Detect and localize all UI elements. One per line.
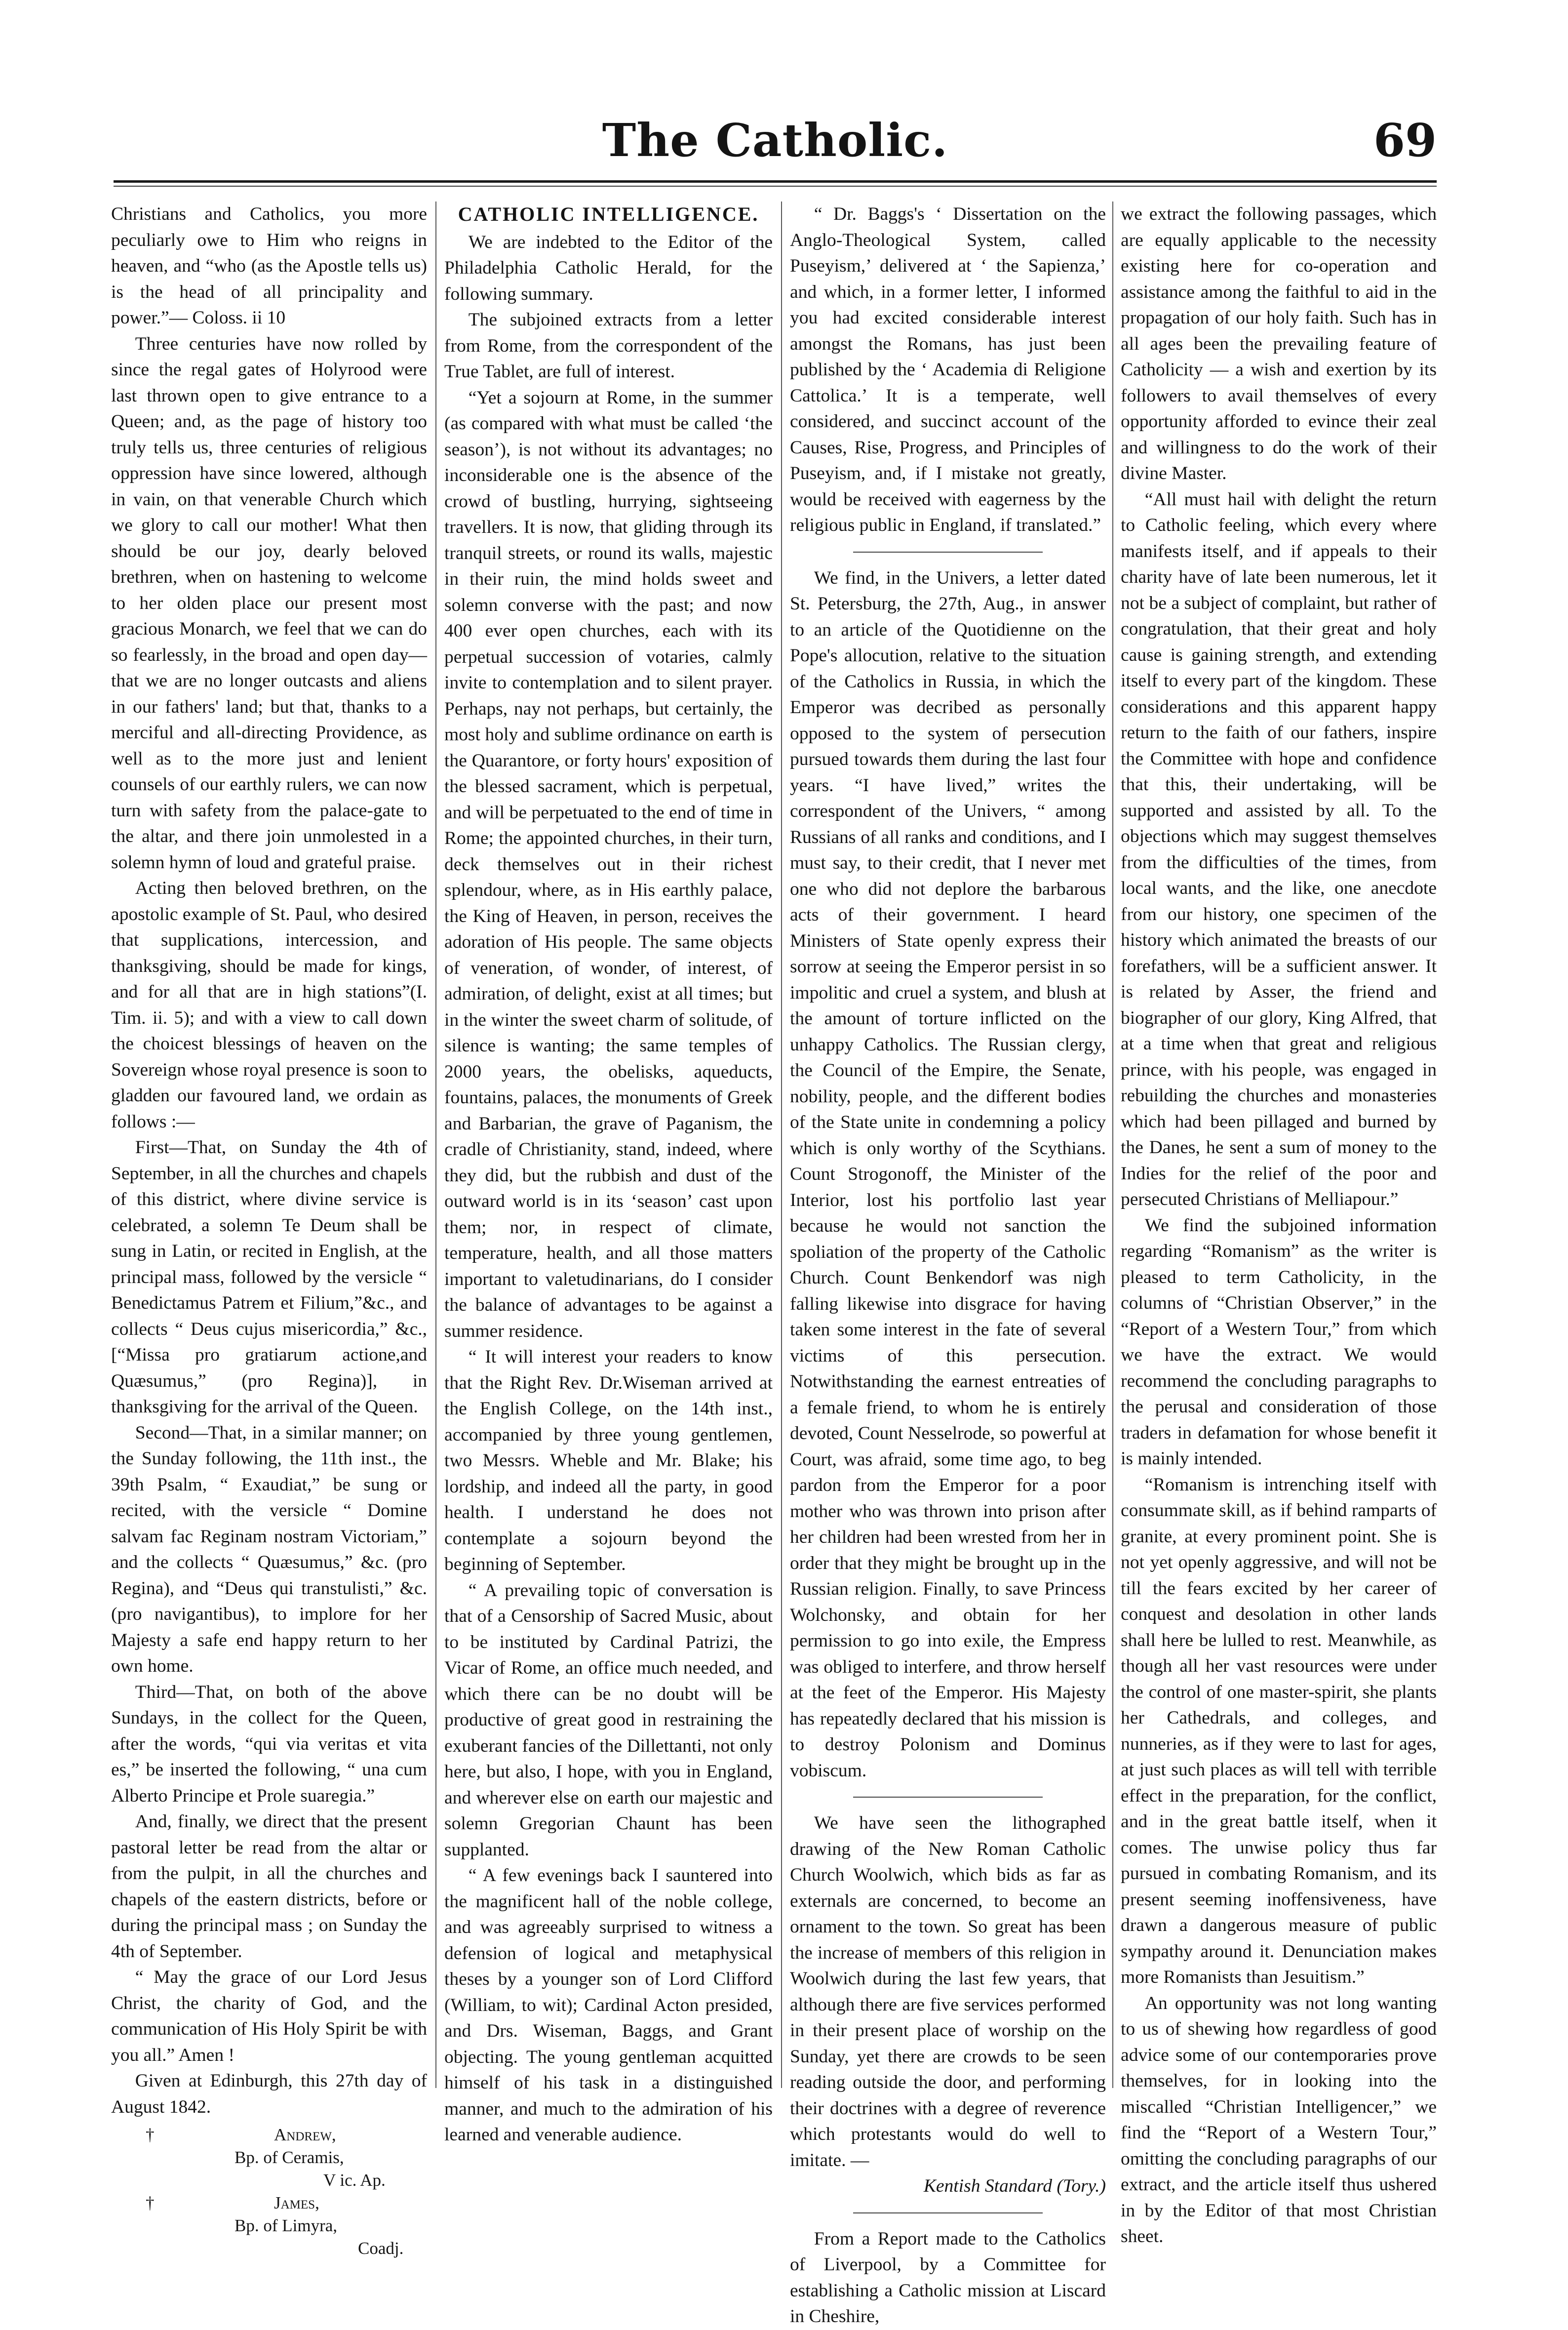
paragraph: we extract the following passages, which are equally applicable to the necessity existing here for co-operation and assistance among the faithful to aid in the propagation of our holy faith. Such has in all ages been the prevailing feature of Catholicity — a wish and exertion by its followers to avail themselves of every opportunity afforded to evince their zeal and willingness to do the work of their divine Master. [1121, 204, 1437, 483]
signatory-title: Bp. of Limyra, [235, 2216, 338, 2235]
paragraph: From a Report made to the Catholics of Liverpool, by a Committee for establishing a Catholic mission at Liscard in Cheshire, [790, 2228, 1106, 2327]
column-1 [111, 201, 427, 2258]
paragraph: Christians and Catholics, you more peculiarly owe to Him who reigns in heaven, and “who (as the Apostle tells us) is the head of all principality and power.”— Coloss. ii 10 [111, 204, 427, 328]
paragraph: The subjoined extracts from a letter from Rome, from the correspondent of the True Tablet, are full of interest. [444, 310, 773, 382]
paragraph: First—That, on Sunday the 4th of September, in all the churches and chapels of this district, where divine service is celebrated, a solemn Te Deum shall be sung in Latin, or recited in English, at the principal mass, followed by the versicle “ Benedictamus Patrem et Filium,”&c., and collects “ Deus cujus misericordia,” &c., [“Missa pro gratiarum actione,and Quæsumus,” (pro Regina)], in thanksgiving for the arrival of the Queen. [111, 1137, 427, 1417]
section-separator [853, 1797, 1043, 1798]
paragraph: “Yet a sojourn at Rome, in the summer (as compared with what must be called ‘the season’), is not without its advantages; no inconsiderable one is the absence of the crowd of bustling, hurrying, sightseeing travellers. It is now, that gliding through its tranquil streets, or round its walls, majestic in their ruin, the mind holds sweet and solemn converse with the past; and now 400 ever open churches, each with its perpetual succession of votaries, calmly invite to contemplation and to silent prayer. Perhaps, nay not perhaps, but certainly, the most holy and sublime ordinance on earth is the Quarantore, or forty hours' exposition of the blessed sacrament, which is perpetual, and will be perpetuated to the end of time in Rome; the appointed churches, in their turn, deck themselves out in their richest splendour, where, as in His earthly palace, the King of Heaven, in person, receives the adoration of His people. The same objects of veneration, of wonder, of interest, of admiration, of delight, exist at all times; but in the winter the sweet charm of solitude, of silence is wanting; the same temples of 2000 years, the obelisks, aqueducts, fountains, palaces, the monuments of Greek and Barbarian, the grave of Paganism, the cradle of Christianity, stand, indeed, where they did, but the rubbish and dust of the outward world is in its ‘season’ cast upon them; nor, in respect of climate, temperature, health, and all those matters important to valetudinarians, do I consider the balance of advantages to be against a summer residence. [444, 387, 773, 1341]
paragraph: “ May the grace of our Lord Jesus Christ, the charity of God, and the communication of His Holy Spirit be with you all.” Amen ! [111, 1967, 427, 2065]
source-name: Kentish Standard (Tory.) [923, 2176, 1106, 2196]
section-heading: CATHOLIC INTELLIGENCE. [458, 203, 759, 225]
page-number: 69 [1373, 114, 1437, 167]
paragraph: “ Dr. Baggs's ‘ Dissertation on the Anglo-Theological System, called Puseyism,’ delivered at ‘ the Sapienza,’ and which, in a former letter, I informed you had excited considerable interest amongst the Romans, has just been published by the ‘ Academia di Religione Cattolica.’ It is a temperate, well considered, and succinct account of the Causes, Rise, Progress, and Principles of Puseyism, and, if I mistake not greatly, would be received with eagerness by the religious public in England, if translated.” [790, 204, 1106, 535]
column-divider [435, 201, 436, 2088]
signature-block [111, 2123, 427, 2266]
page-title: The Catholic. [602, 114, 948, 167]
paragraph: “All must hail with delight the return to Catholic feeling, which every where manifests itself, and if appeals to their charity have of late been numerous, let it not be a subject of complaint, but rather of congratulation, that their great and holy cause is gaining strength, and extending itself to every part of the kingdom. These considerations and this apparent happy return to the faith of our fathers, inspire the Committee with hope and confidence that this, their undertaking, will be supported and assisted by all. To the objections which may suggest themselves from the difficulties of the times, from local wants, and the like, one anecdote from our history, one specimen of the history which animated the breasts of our forefathers, will be a sufficient answer. It is related by Asser, the friend and biographer of our glory, King Alfred, that at a time when that great and religious prince, with his people, was engaged in rebuilding the churches and monasteries which had been pillaged and burned by the Danes, he sent a sum of money to the Indies for the relief of the poor and persecuted Christians of Melliapour.” [1121, 489, 1437, 1209]
paragraph: “ It will interest your readers to know that the Right Rev. Dr.Wiseman arrived at the English College, on the 14th inst., accompanied by three young gentlemen, two Messrs. Wheble and Mr. Blake; his lordship, and indeed all the party, in good health. I understand he does not contemplate a sojourn beyond the beginning of September. [444, 1347, 773, 1574]
source-credit [790, 2173, 1106, 2200]
paragraph: An opportunity was not long wanting to us of shewing how regardless of good advice some of our contemporaries prove themselves, for in looking into the miscalled “Christian Intelligencer,” we find the “Report of a Western Tour,” omitting the concluding paragraphs of our extract, and the article itself thus ushered in by the Editor of that most Christian sheet. [1121, 1993, 1437, 2247]
column-4 [1121, 201, 1437, 2247]
paragraph: Third—That, on both of the above Sundays, in the collect for the Queen, after the words, “qui via veritas et vita es,” be inserted the following, “ una cum Alberto Principe et Prole suaregia.” [111, 1682, 427, 1806]
dateline: Given at Edinburgh, this 27th day of August 1842. [111, 2071, 427, 2117]
section-separator [853, 552, 1043, 553]
paragraph: “ A few evenings back I sauntered into the magnificent hall of the noble college, and was agreeably surprised to witness a defension of logical and metaphysical theses by a younger son of Lord Clifford (William, to wit); Cardinal Acton presided, and Drs. Wiseman, Baggs, and Grant objecting. The young gentleman acquitted himself of his task in a distinguished manner, and much to the admiration of his learned and venerable audience. [444, 1865, 773, 2145]
signatory-title: V ic. Ap. [323, 2170, 386, 2190]
signatory-title: Coadj. [358, 2239, 404, 2258]
paragraph: We have seen the lithographed drawing of the New Roman Catholic Church Woolwich, which bids as far as externals are concerned, to become an ornament to the town. So great has been the increase of members of this religion in Woolwich during the last few years, that although there are five services performed in their present place of worship on the Sunday, yet there are crowds to be seen reading outside the door, and performing their doctrines with a degree of reverence which protestants would do well to imitate. — [790, 1813, 1106, 2170]
paragraph: Three centuries have now rolled by since the regal gates of Holyrood were last thrown open to give entrance to a Queen; and, as the page of history too truly tells us, three centuries of religious oppression have since lowered, although in vain, on that venerable Church which we glory to call our mother! What then should be our joy, dearly beloved brethren, when on hastening to welcome to her olden place our present most gracious Monarch, we feel that we can do so fearlessly, in the broad and open day—that we are no longer outcasts and aliens in our fathers' land; but that, thanks to a merciful and all-directing Providence, as well as to the more just and lenient counsels of our earthly rulers, we can now turn with safety from the palace-gate to the altar, and there join unmolested in a solemn hymn of loud and grateful praise. [111, 333, 427, 873]
cross-mark: † [146, 2125, 155, 2144]
signatory-name: James, [274, 2193, 319, 2212]
column-divider [1112, 201, 1113, 2088]
paragraph: “Romanism is intrenching itself with consummate skill, as if behind ramparts of granite, at every prominent point. She is not yet openly aggressive, and will not be till the fears excited by her career of conquest and desolation in other lands shall here be lulled to rest. Meanwhile, as though all her vast resources were under the control of one master-spirit, she plants her Cathedrals, and colleges, and nunneries, as if they were to last for ages, at just such places as will tell with terrible effect in the preparation, for the conflict, and in the great battle itself, when it comes. The unwise policy thus far pursued in combating Romanism, and its present seeming inoffensiveness, have drawn a dangerous measure of public sympathy around it. Denunciation makes more Romanists than Jesuitism.” [1121, 1474, 1437, 1987]
section-separator [853, 2212, 1043, 2213]
paragraph: Second—That, in a similar manner; on the Sunday following, the 11th inst., the 39th Psalm, “ Exaudiat,” be sung or recited, with the versicle “ Domine salvam fac Reginam nostram Victoriam,” and the collects “ Quæsumus,” &c. (pro Regina), and “Deus qui transtulisti,” &c. (pro navigantibus), to implore for her Majesty a safe end happy return to her own home. [111, 1422, 427, 1676]
masthead [114, 104, 1437, 178]
header-rule-thin [114, 186, 1437, 187]
signatory-title: Bp. of Ceramis, [235, 2148, 344, 2167]
paragraph: We find, in the Univers, a letter dated St. Petersburg, the 27th, Aug., in answer to an article of the Quotidienne on the Pope's allocution, relative to the situation of the Catholics in Russia, in which the Emperor was decribed as personally opposed to the system of persecution pursued towards them during the last four years. “I have lived,” writes the correspondent of the Univers, “ among Russians of all ranks and conditions, and I must say, to their credit, that I never met one who did not deplore the barbarous acts of their government. I heard Ministers of State openly express their sorrow at seeing the Emperor persist in so impolitic and cruel a system, and blush at the amount of torture inflicted on the unhappy Catholics. The Russian clergy, the Council of the Empire, the Senate, nobility, people, and the different bodies of the State unite in condemning a policy which is only worthy of the Scythians. Count Strogonoff, the Minister of the Interior, lost his portfolio last year because he would not sanction the spoliation of the property of the Catholic Church. Count Benkendorf was nigh falling likewise into disgrace for having taken some interest in the fate of several victims of this persecution. Notwithstanding the earnest entreaties of a female friend, to whom he is entirely devoted, Count Nesselrode, so powerful at Court, was afraid, some time ago, to beg pardon from the Emperor for a poor mother who was thrown into prison after her children had been wrested from her in order that they might be brought up in the Russian religion. Finally, to save Princess Wolchonsky, and obtain for her permission to go into exile, the Empress was obliged to interfere, and throw herself at the feet of the Emperor. His Majesty has repeatedly declared that his mission is to destroy Polonism and Dominus vobiscum. [790, 567, 1106, 1781]
paragraph: “ A prevailing topic of conversation is that of a Censorship of Sacred Music, about to be instituted by Cardinal Patrizi, the Vicar of Rome, an office much needed, and which there can be no doubt will be productive of great good in restraining the exuberant fancies of the Dillettanti, not only here, but also, I hope, with you in England, and wherever else on earth our majestic and solemn Gregorian Chaunt has been supplanted. [444, 1580, 773, 1860]
header-rule [114, 180, 1437, 183]
paragraph: Acting then beloved brethren, on the apostolic example of St. Paul, who desired that supplications, intercession, and thanksgiving, should be made for kings, and for all that are in high stations”(I. Tim. ii. 5); and with a view to call down the choicest blessings of heaven on the Sovereign whose royal presence is soon to gladden our favoured land, we ordain as follows :— [111, 878, 427, 1132]
column-3 [790, 201, 1106, 2327]
paragraph: We find the subjoined information regarding “Romanism” as the writer is pleased to term Catholicity, in the columns of “Christian Observer,” in the “Report of a Western Tour,” from which we have the extract. We would recommend the concluding paragraphs to the perusal and consideration of those traders in defamation for whose benefit it is mainly intended. [1121, 1215, 1437, 1469]
column-divider [781, 201, 782, 2088]
paragraph: And, finally, we direct that the present pastoral letter be read from the altar or from the pulpit, in all the churches and chapels of the eastern districts, before or during the principal mass ; on Sunday the 4th of September. [111, 1811, 427, 1962]
column-2 [444, 201, 773, 2145]
paragraph: We are indebted to the Editor of the Philadelphia Catholic Herald, for the following summary. [444, 232, 773, 304]
signatory-name: Andrew, [274, 2125, 336, 2144]
cross-mark: † [146, 2193, 155, 2212]
